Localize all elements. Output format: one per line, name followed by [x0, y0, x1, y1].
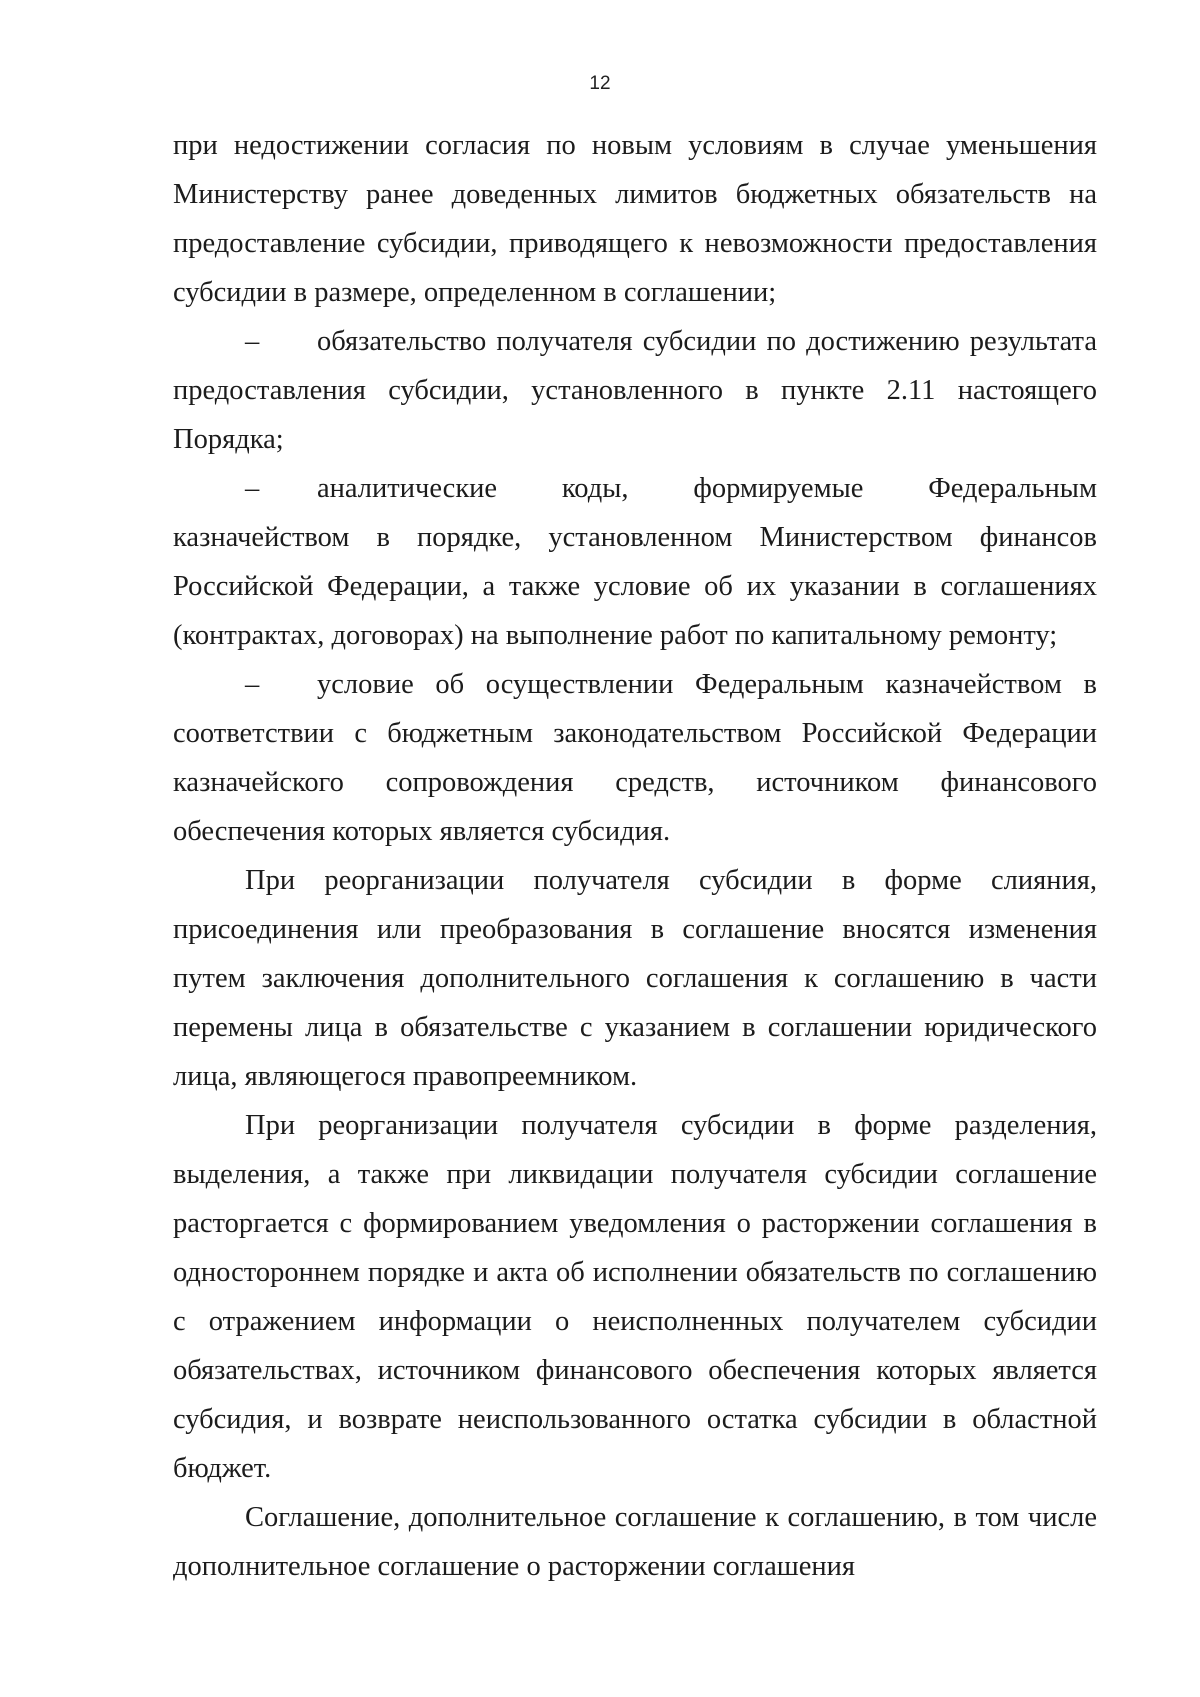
bullet-item-result-obligation	[173, 317, 1097, 464]
document-body	[173, 121, 1097, 1591]
bullet-item-analytic-codes	[173, 464, 1097, 660]
dash-marker: –	[245, 473, 260, 504]
bullet-text: условие об осуществлении Федеральным казначейством в соответствии с бюджетным законодательством Российской Федерации казначейского сопровождения средств, источником финансового обеспечения которых является субсидия.	[173, 669, 1097, 847]
paragraph-agreement: Соглашение, дополнительное соглашение к соглашению, в том числе дополнительное соглашение о расторжении соглашения	[173, 1502, 1097, 1582]
paragraph-reorganization-merger: При реорганизации получателя субсидии в форме слияния, присоединения или преобразования в соглашение вносятся изменения путем заключения дополнительного соглашения к соглашению в части перемены лица в обязательстве с указанием в соглашении юридического лица, являющегося правопреемником.	[173, 865, 1097, 1092]
bullet-text: аналитические коды, формируемые Федеральным казначейством в порядке, установленном Министерством финансов Российской Федерации, а также условие об их указании в соглашениях (контрактах, договорах) на выполнение работ по капитальному ремонту;	[173, 473, 1097, 651]
bullet-text: обязательство получателя субсидии по достижению результата предоставления субсидии, установленного в пункте 2.11 настоящего Порядка;	[173, 326, 1097, 455]
continuation-paragraph: при недостижении согласия по новым условиям в случае уменьшения Министерству ранее доведенных лимитов бюджетных обязательств на предоставление субсидии, приводящего к невозможности предоставления субсидии в размере, определенном в соглашении;	[173, 130, 1097, 308]
bullet-item-treasury-support	[173, 660, 1097, 856]
dash-marker: –	[245, 669, 260, 700]
paragraph-reorganization-division: При реорганизации получателя субсидии в форме разделения, выделения, а также при ликвидации получателя субсидии соглашение расторгается с формированием уведомления о расторжении соглашения в одностороннем порядке и акта об исполнении обязательств по соглашению с отражением информации о неисполненных получателем субсидии обязательствах, источником финансового обеспечения которых является субсидия, и возврате неиспользованного остатка субсидии в областной бюджет.	[173, 1110, 1097, 1484]
dash-marker: –	[245, 326, 260, 357]
page-number: 12	[589, 73, 611, 94]
